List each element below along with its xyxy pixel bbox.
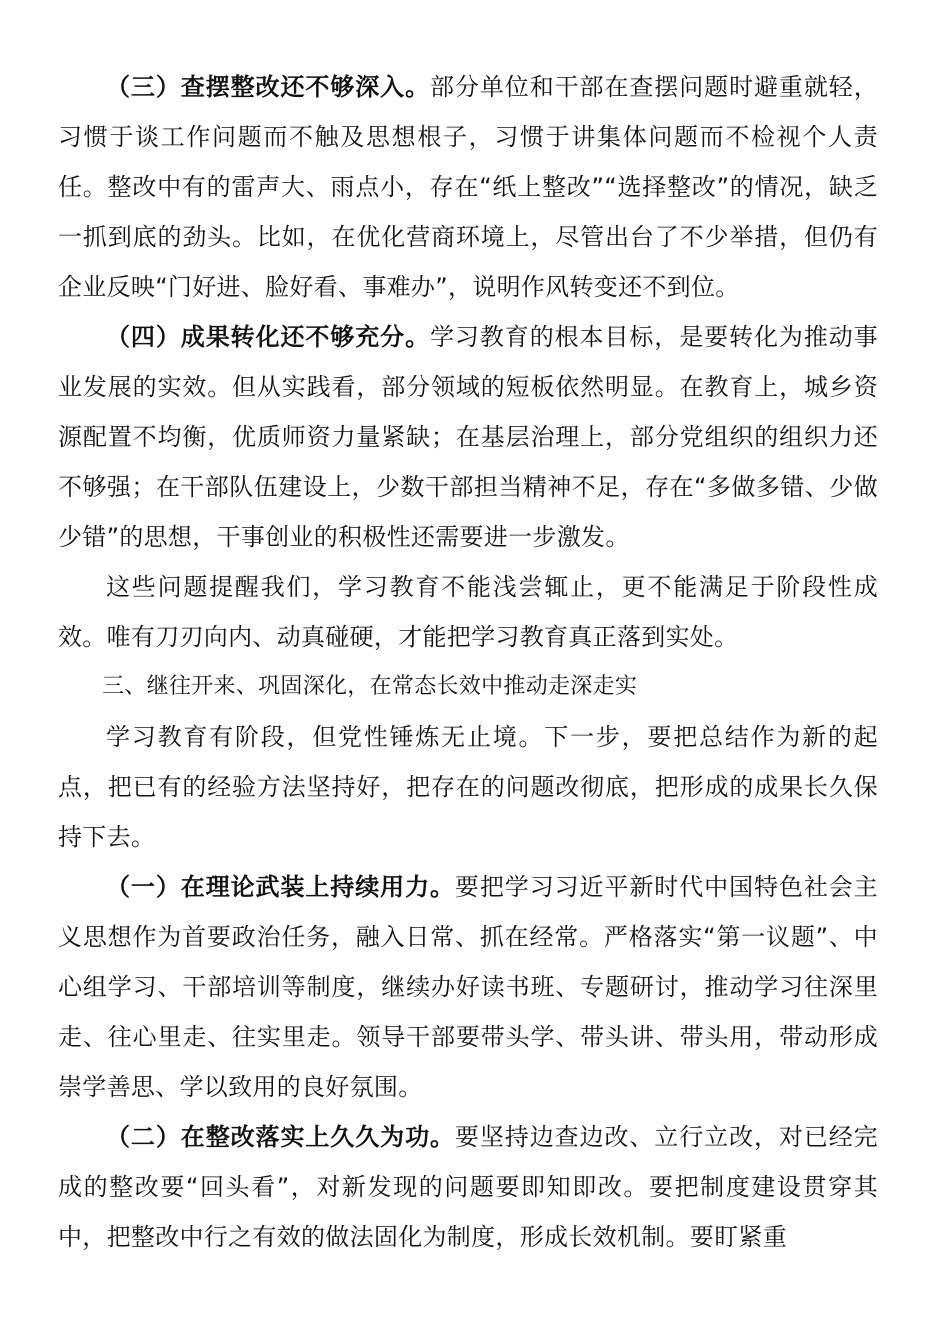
paragraph-text: 学习教育有阶段，但党性锤炼无止境。下一步，要把总结作为新的起点，把已有的经验方法坚持好，把存在的问题改彻底，把形成的成果长久保持下去。 (58, 723, 878, 851)
paragraph-text: 学习教育的根本目标，是要转化为推动事业发展的实效。但从实践看，部分领域的短板依然明显。在教育上，城乡资源配置不均衡，优质师资力量紧缺；在基层治理上，部分党组织的组织力还不够强；在干部队伍建设上，少数干部担当精神不足，存在“多做多错、少做少错”的思想，干事创业的积极性还需要进一步激发。 (58, 323, 878, 551)
section-heading: 三、继往开来、巩固深化，在常态长效中推动走深走实 (102, 674, 638, 699)
paragraph-lead: （二）在整改落实上久久为功。 (106, 1123, 455, 1151)
paragraph-2 (58, 1112, 878, 1262)
paragraph-text: 部分单位和干部在查摆问题时避重就轻，习惯于谈工作问题而不触及思想根子，习惯于讲集体问题而不检视个人责任。整改中有的雷声大、雨点小，存在“纸上整改”“选择整改”的情况，缺乏一抓到底的劲头。比如，在优化营商环境上，尽管出台了不少举措，但仍有企业反映“门好进、脸好看、事难办”，说明作风转变还不到位。 (58, 73, 878, 301)
paragraph-lead: （三）查摆整改还不够深入。 (106, 73, 430, 101)
paragraph-text: 要坚持边查边改、立行立改，对已经完成的整改要“回头看”，对新发现的问题要即知即改。要把制度建设贯穿其中，把整改中行之有效的做法固化为制度，形成长效机制。要盯紧重 (58, 1123, 878, 1251)
paragraph-text: 这些问题提醒我们，学习教育不能浅尝辄止，更不能满足于阶段性成效。唯有刀刃向内、动真碰硬，才能把学习教育真正落到实处。 (58, 573, 878, 651)
paragraph-intro (58, 712, 878, 862)
document-page (58, 62, 878, 1262)
paragraph-1 (58, 862, 878, 1112)
paragraph-lead: （四）成果转化还不够充分。 (106, 323, 430, 351)
paragraph-3 (58, 62, 878, 312)
paragraph-summary (58, 562, 878, 662)
paragraph-text: 要把学习习近平新时代中国特色社会主义思想作为首要政治任务，融入日常、抓在经常。严格落实“第一议题”、中心组学习、干部培训等制度，继续办好读书班、专题研讨，推动学习往深里走、往心里走、往实里走。领导干部要带头学、带头讲、带头用，带动形成崇学善思、学以致用的良好氛围。 (58, 873, 878, 1101)
paragraph-4 (58, 312, 878, 562)
paragraph-lead: （一）在理论武装上持续用力。 (106, 873, 455, 901)
